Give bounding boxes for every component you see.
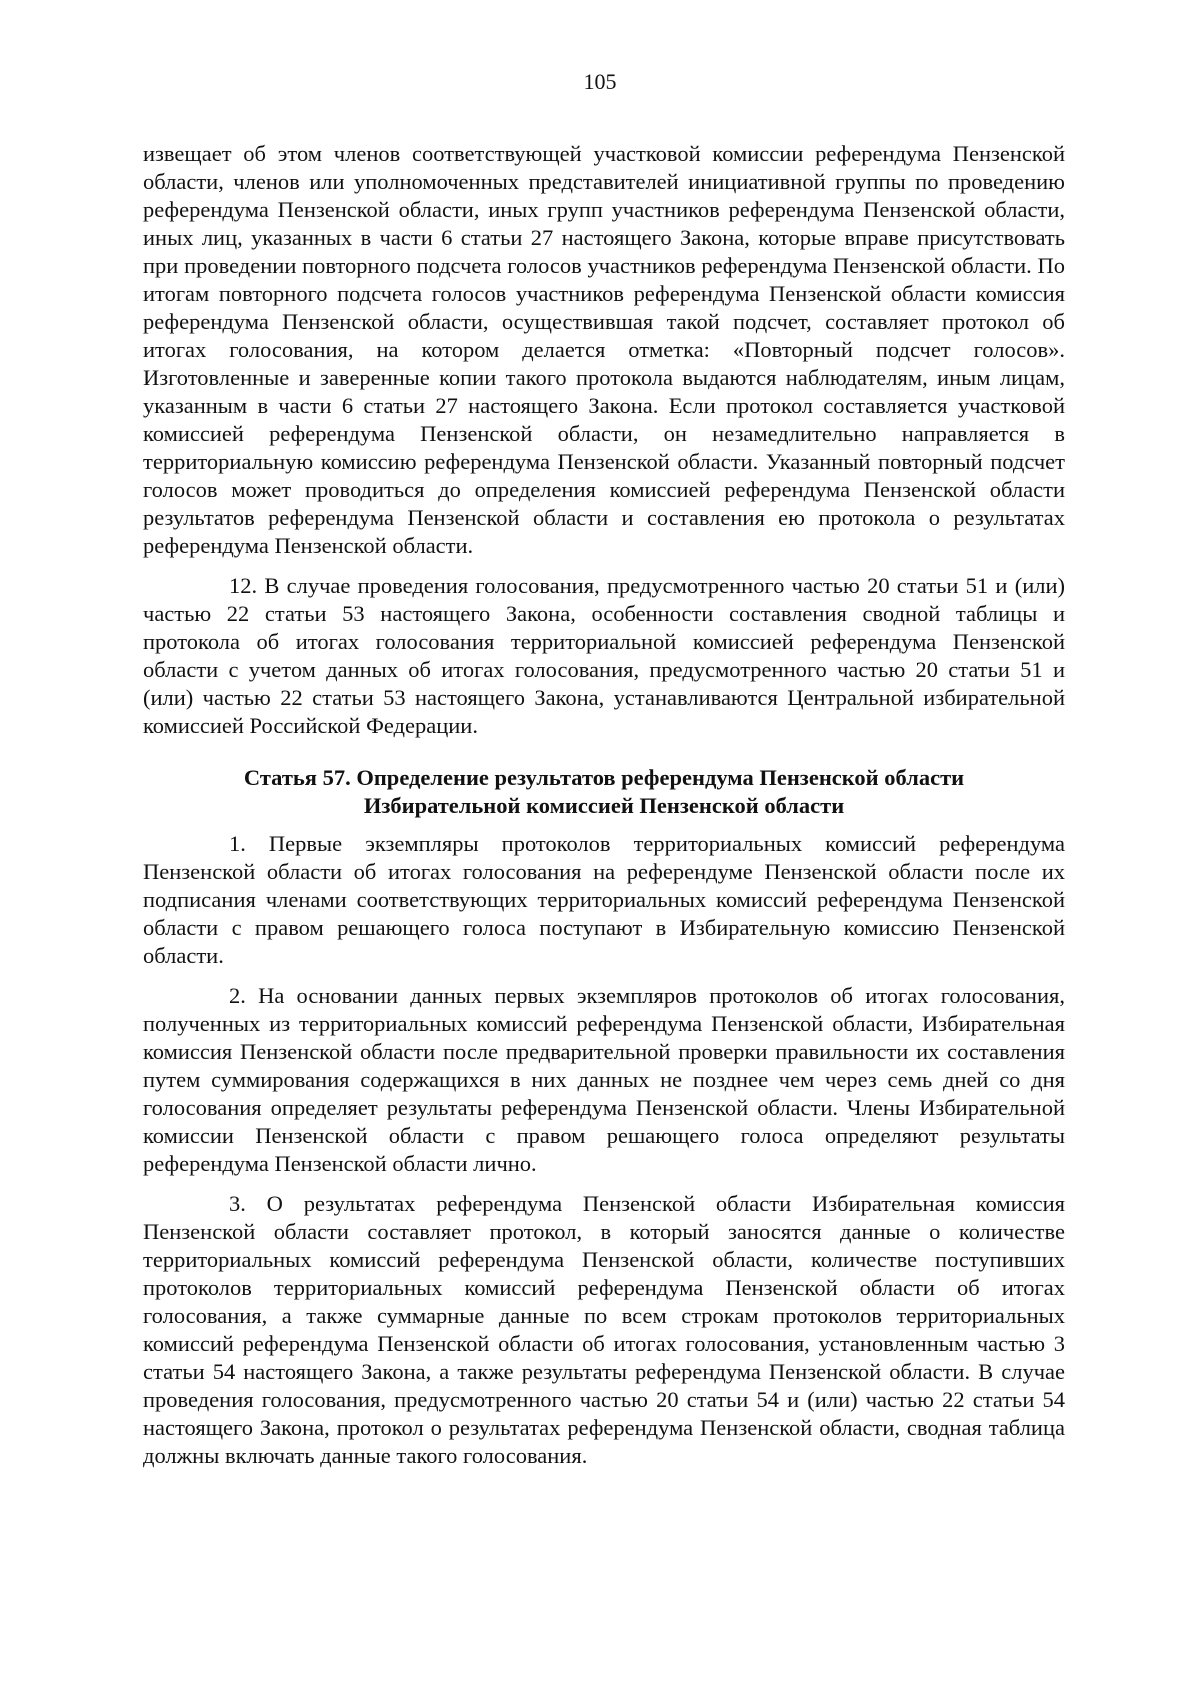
article-heading [143, 764, 1065, 820]
paragraph-article-item-2: 2. На основании данных первых экземпляров протоколов об итогах голосования, полученных из территориальных комиссий референдума Пензенской области, Избирательная комиссия Пензенской области после предварительной проверки правильности их составления путем суммирования содержащихся в них данных не позднее чем через семь дней со дня голосования определяет результаты референдума Пензенской области. Члены Избирательной комиссии Пензенской области с правом решающего голоса определяют результаты референдума Пензенской области лично. [143, 983, 1065, 1176]
paragraph-article-item-1: 1. Первые экземпляры протоколов территориальных комиссий референдума Пензенской области об итогах голосования на референдуме Пензенской области после их подписания членами соответствующих территориальных комиссий референдума Пензенской области с правом решающего голоса поступают в Избирательную комиссию Пензенской области. [143, 831, 1065, 968]
article-heading-line-1: Статья 57. Определение результатов референдума Пензенской области [243, 765, 965, 790]
paragraph-item-12: 12. В случае проведения голосования, предусмотренного частью 20 статьи 51 и (или) частью 22 статьи 53 настоящего Закона, особенности составления сводной таблицы и протокола об итогах голосования территориальной комиссией референдума Пензенской области с учетом данных об итогах голосования, предусмотренного частью 20 статьи 51 и (или) частью 22 статьи 53 настоящего Закона, устанавливаются Центральной избирательной комиссией Российской Федерации. [143, 573, 1065, 738]
paragraph-continuation: извещает об этом членов соответствующей участковой комиссии референдума Пензенской области, членов или уполномоченных представителей инициативной группы по проведению референдума Пензенской области, иных групп участников референдума Пензенской области, иных лиц, указанных в части 6 статьи 27 настоящего Закона, которые вправе присутствовать при проведении повторного подсчета голосов участников референдума Пензенской области. По итогам повторного подсчета голосов участников референдума Пензенской области комиссия референдума Пензенской области, осуществившая такой подсчет, составляет протокол об итогах голосования, на котором делается отметка: «Повторный подсчет голосов». Изготовленные и заверенные копии такого протокола выдаются наблюдателям, иным лицам, указанным в части 6 статьи 27 настоящего Закона. Если протокол составляется участковой комиссией референдума Пензенской области, он незамедлительно направляется в территориальную комиссию референдума Пензенской области. Указанный повторный подсчет голосов может проводиться до определения комиссией референдума Пензенской области результатов референдума Пензенской области и составления ею протокола о результатах референдума Пензенской области. [143, 141, 1065, 558]
page-number: 105 [583, 69, 617, 94]
document-body [143, 140, 1065, 1470]
article-heading-line-2: Избирательной комиссией Пензенской области [363, 793, 845, 818]
paragraph-article-item-3: 3. О результатах референдума Пензенской области Избирательная комиссия Пензенской области составляет протокол, в который заносятся данные о количестве территориальных комиссий референдума Пензенской области, количестве поступивших протоколов территориальных комиссий референдума Пензенской области об итогах голосования, а также суммарные данные по всем строкам протоколов территориальных комиссий референдума Пензенской области об итогах голосования, установленным частью 3 статьи 54 настоящего Закона, а также результаты референдума Пензенской области. В случае проведения голосования, предусмотренного частью 20 статьи 54 и (или) частью 22 статьи 54 настоящего Закона, протокол о результатах референдума Пензенской области, сводная таблица должны включать данные такого голосования. [143, 1191, 1065, 1468]
